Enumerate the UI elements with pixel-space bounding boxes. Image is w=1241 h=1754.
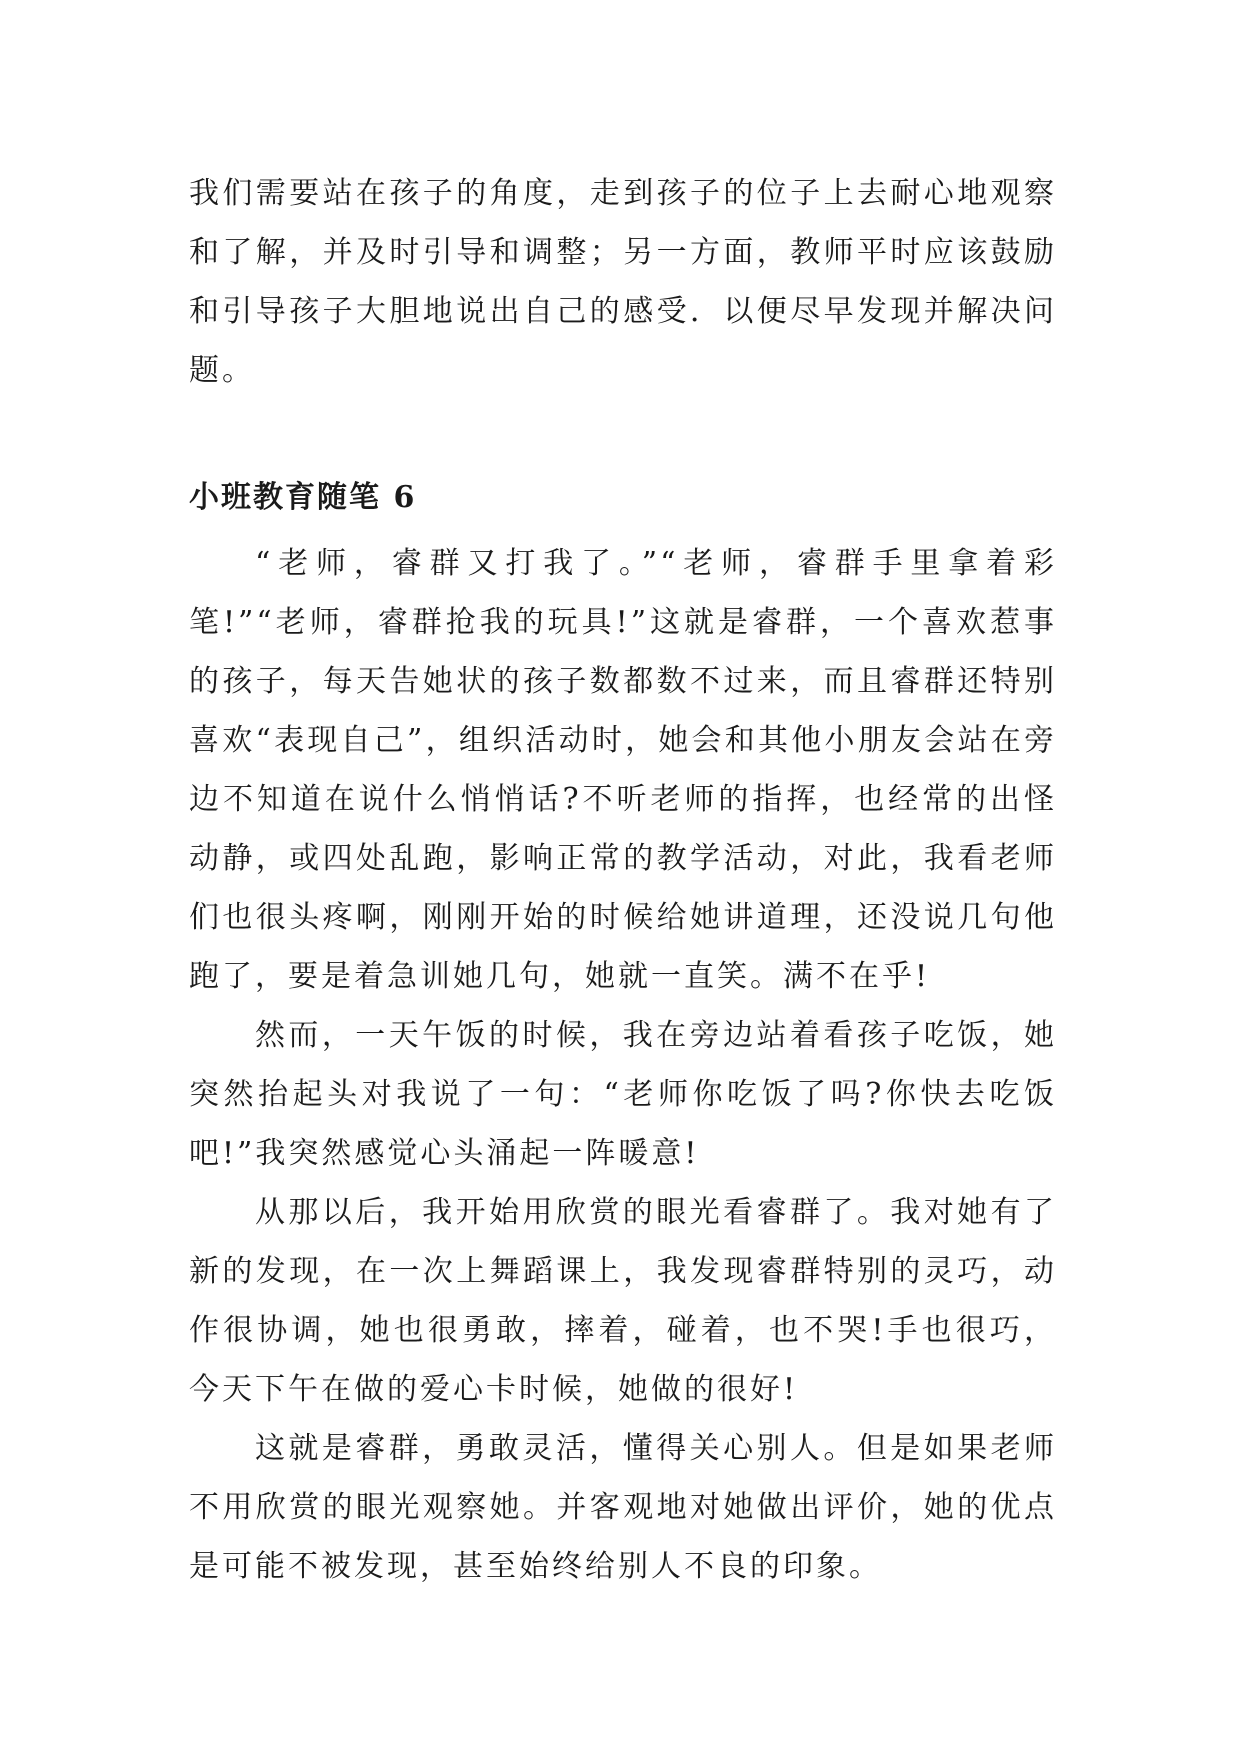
body-paragraph-3: 从那以后，我开始用欣赏的眼光看睿群了。我对她有了新的发现，在一次上舞蹈课上，我发现睿群特别的灵巧，动作很协调，她也很勇敢，摔着，碰着，也不哭!手也很巧，今天下午在做的爱心卡时候，她做的很好! — [189, 1195, 1057, 1407]
body-paragraph-4: 这就是睿群，勇敢灵活，懂得关心别人。但是如果老师不用欣赏的眼光观察她。并客观地对她做出评价，她的优点是可能不被发现，甚至始终给别人不良的印象。 — [189, 1431, 1057, 1584]
intro-paragraph: 我们需要站在孩子的角度，走到孩子的位子上去耐心地观察和了解，并及时引导和调整；另一方面，教师平时应该鼓励和引导孩子大胆地说出自己的感受．以便尽早发现并解决问题。 — [189, 176, 1057, 388]
body-paragraph-2: 然而，一天午饭的时候，我在旁边站着看孩子吃饭，她突然抬起头对我说了一句：“老师你吃饭了吗?你快去吃饭吧!”我突然感觉心头涌起一阵暖意! — [189, 1018, 1057, 1171]
section-title: 小班教育随笔 6 — [189, 480, 417, 515]
body-paragraph-1: “老师，睿群又打我了。”“老师，睿群手里拿着彩笔!”“老师，睿群抢我的玩具!”这就是睿群，一个喜欢惹事的孩子，每天告她状的孩子数都数不过来，而且睿群还特别喜欢“表现自己”，组织活动时，她会和其他小朋友会站在旁边不知道在说什么悄悄话?不听老师的指挥，也经常的出怪动静，或四处乱跑，影响正常的教学活动，对此，我看老师们也很头疼啊，刚刚开始的时候给她讲道理，还没说几句他跑了，要是着急训她几句，她就一直笑。满不在乎! — [189, 546, 1057, 994]
document-page — [189, 164, 1057, 1596]
